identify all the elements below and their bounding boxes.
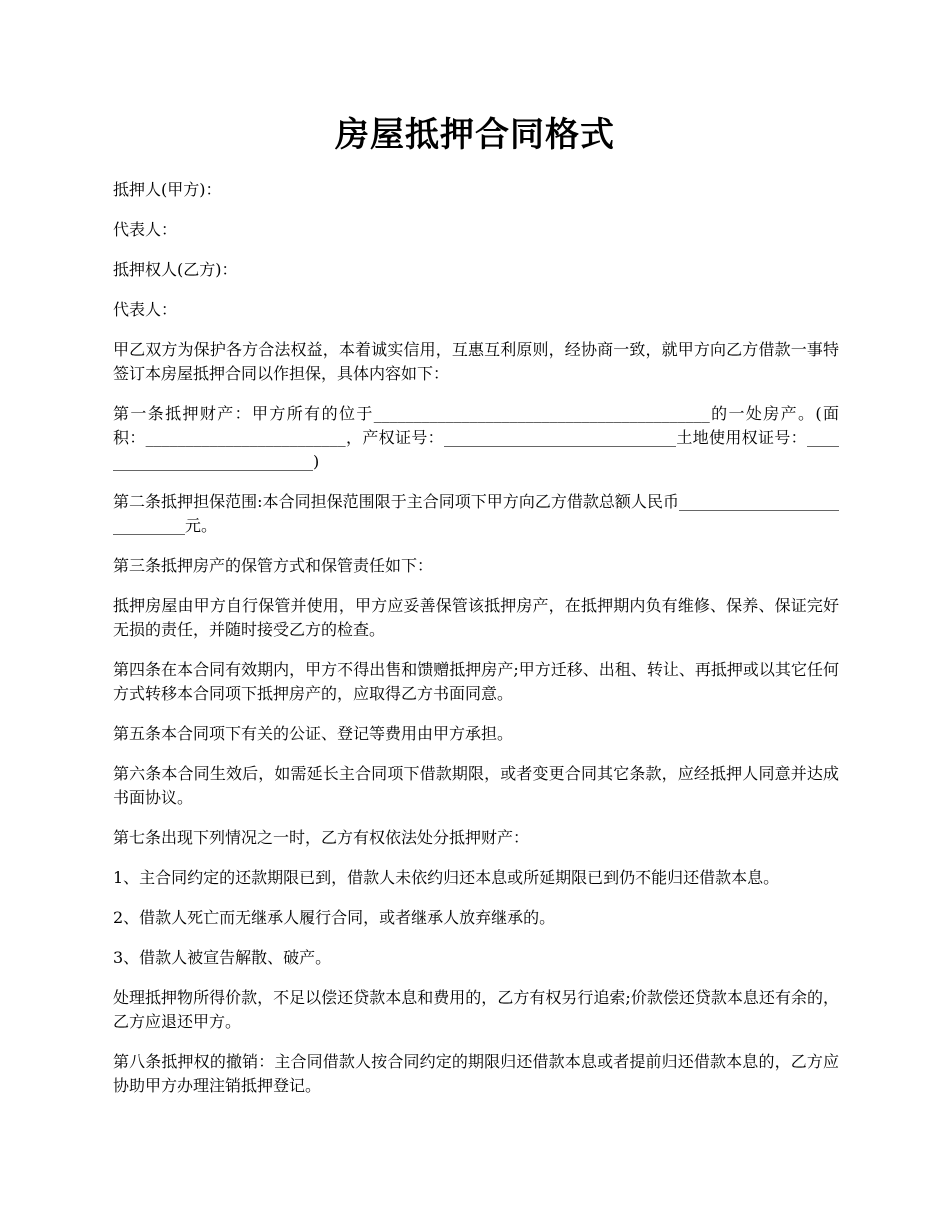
article-7-item-2: 2、借款人死亡而无继承人履行合同，或者继承人放弃继承的。 — [113, 908, 556, 927]
party-a-line: 抵押人(甲方)： — [113, 180, 222, 199]
article-4-paragraph: 第四条在本合同有效期内，甲方不得出售和馈赠抵押房产;甲方迁移、出租、转让、再抵押或以其它任何方式转移本合同项下抵押房产的，应取得乙方书面同意。 — [113, 660, 839, 703]
proceeds-paragraph: 处理抵押物所得价款，不足以偿还贷款本息和费用的，乙方有权另行追索;价款偿还贷款本息还有余的，乙方应退还甲方。 — [113, 988, 839, 1031]
document-title: 房屋抵押合同格式 — [335, 115, 615, 155]
preamble-paragraph: 甲乙双方为保护各方合法权益，本着诚实信用，互惠互利原则，经协商一致，就甲方向乙方借款一事特签订本房屋抵押合同以作担保，具体内容如下： — [113, 340, 839, 383]
article-1-paragraph: 第一条抵押财产：甲方所有的位于__________________________________________的一处房产。(面积：_________________________，产权证号：_____________________________土地使用权证号：_____________________________) — [113, 404, 839, 471]
document-body — [113, 178, 839, 1114]
article-3-heading: 第三条抵押房产的保管方式和保管责任如下： — [113, 556, 434, 575]
article-7-item-3: 3、借款人被宣告解散、破产。 — [113, 948, 332, 967]
article-8-paragraph: 第八条抵押权的撤销：主合同借款人按合同约定的期限归还借款本息或者提前归还借款本息的，乙方应协助甲方办理注销抵押登记。 — [113, 1052, 839, 1095]
article-7-item-1: 1、主合同约定的还款期限已到，借款人未依约归还本息或所延期限已到仍不能归还借款本息。 — [113, 868, 780, 887]
party-b-line: 抵押权人(乙方)： — [113, 260, 238, 279]
article-7-heading: 第七条出现下列情况之一时，乙方有权依法处分抵押财产： — [113, 828, 530, 847]
party-b-representative-line: 代表人： — [113, 300, 178, 319]
article-5-paragraph: 第五条本合同项下有关的公证、登记等费用由甲方承担。 — [113, 724, 514, 743]
article-3-paragraph: 抵押房屋由甲方自行保管并使用，甲方应妥善保管该抵押房产，在抵押期内负有维修、保养、保证完好无损的责任，并随时接受乙方的检查。 — [113, 596, 839, 639]
article-6-paragraph: 第六条本合同生效后，如需延长主合同项下借款期限，或者变更合同其它条款，应经抵押人同意并达成书面协议。 — [113, 764, 839, 807]
party-a-representative-line: 代表人： — [113, 220, 178, 239]
article-2-paragraph: 第二条抵押担保范围:本合同担保范围限于主合同项下甲方向乙方借款总额人民币_____________________________元。 — [113, 492, 839, 535]
